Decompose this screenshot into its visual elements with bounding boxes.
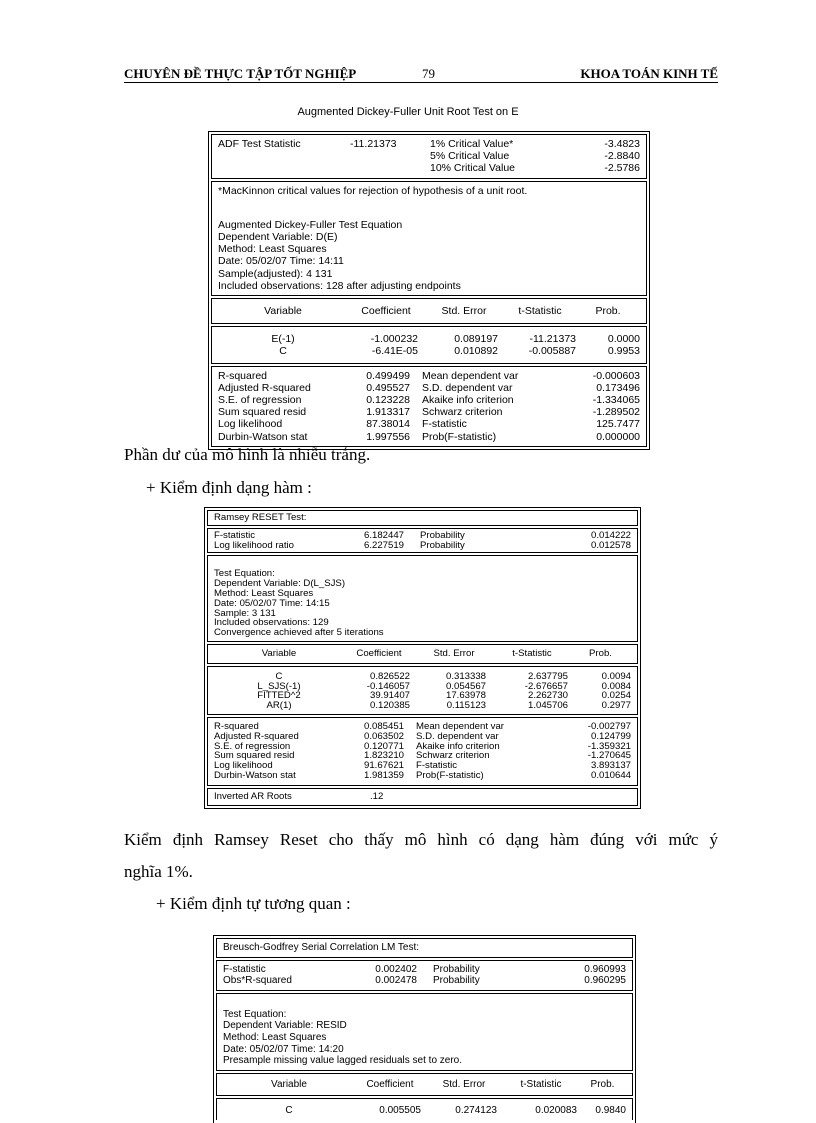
stat-label: Sum squared resid bbox=[218, 406, 307, 419]
equation-line: Method: Least Squares bbox=[214, 587, 314, 599]
header-left: CHUYÊN ĐỀ THỰC TẬP TỐT NGHIỆP bbox=[124, 66, 357, 81]
stat-label: S.E. of regression bbox=[214, 741, 291, 752]
table-row bbox=[218, 345, 640, 357]
stat-label: Log likelihood ratio bbox=[214, 540, 295, 551]
cell: C bbox=[275, 671, 283, 682]
stat-value: -1.289502 bbox=[592, 406, 640, 419]
stat-value: 0.495527 bbox=[366, 381, 410, 394]
equation-line: Sample(adjusted): 4 131 bbox=[218, 267, 333, 280]
ramsey-conclusion-line-1: Kiểm định Ramsey Reset cho thấy mô hình có dạng hàm đúng với mức ý bbox=[124, 830, 718, 849]
table-row bbox=[214, 691, 631, 701]
stat-value: 0.014222 bbox=[590, 530, 631, 541]
stat-label: Akaike info criterion bbox=[422, 394, 514, 407]
equation-line: Dependent Variable: D(E) bbox=[218, 231, 338, 244]
cell: C bbox=[279, 345, 287, 358]
page-number: 79 bbox=[422, 66, 435, 81]
stat-label: Schwarz criterion bbox=[416, 751, 490, 762]
equation-line: Included observations: 128 after adjusting endpoints bbox=[218, 279, 461, 292]
cell: 0.115123 bbox=[446, 701, 486, 711]
cell: -0.146057 bbox=[366, 681, 410, 692]
stat-row bbox=[223, 975, 626, 987]
adf-stat-label: ADF Test Statistic bbox=[218, 138, 301, 150]
stat-label: Probability bbox=[420, 530, 465, 541]
cell: 2.637795 bbox=[527, 671, 568, 682]
column-header: Coefficient bbox=[356, 648, 402, 659]
column-header: Std. Error bbox=[442, 1078, 486, 1090]
stat-value: 0.124799 bbox=[590, 731, 631, 742]
equation-line: Sample: 3 131 bbox=[214, 607, 276, 619]
critical-label: 10% Critical Value bbox=[430, 162, 516, 175]
stat-label: Adjusted R-squared bbox=[218, 381, 311, 394]
critical-label: 1% Critical Value* bbox=[430, 138, 514, 150]
table-title: Ramsey RESET Test: bbox=[214, 512, 307, 523]
equation-line: Method: Least Squares bbox=[223, 1031, 327, 1043]
cell: 0.054567 bbox=[445, 681, 486, 692]
column-header: Coefficient bbox=[361, 305, 411, 318]
cell: 0.010892 bbox=[454, 345, 498, 358]
cell: -1.000232 bbox=[370, 333, 418, 346]
stat-value: 1.997556 bbox=[366, 430, 410, 443]
equation-line: Augmented Dickey-Fuller Test Equation bbox=[218, 218, 403, 231]
stat-value: 0.000000 bbox=[596, 430, 640, 443]
table-row bbox=[218, 333, 640, 345]
column-header: Std. Error bbox=[433, 648, 475, 659]
table-row bbox=[214, 682, 631, 692]
cell: C bbox=[285, 1105, 293, 1117]
cell: 1.045706 bbox=[527, 701, 568, 711]
stat-label: Prob(F-statistic) bbox=[416, 770, 484, 781]
functional-form-heading: + Kiểm định dạng hàm : bbox=[146, 478, 312, 497]
column-header: Prob. bbox=[589, 648, 612, 659]
page-header bbox=[124, 64, 718, 83]
ramsey-table bbox=[204, 507, 641, 809]
stat-label: Sum squared resid bbox=[214, 751, 295, 762]
cell: E(-1) bbox=[271, 333, 295, 346]
adf-column-headers bbox=[211, 298, 647, 324]
stat-label: S.D. dependent var bbox=[422, 381, 513, 394]
ramsey-column-headers bbox=[207, 644, 638, 664]
adf-caption: Augmented Dickey-Fuller Unit Root Test on E bbox=[297, 106, 519, 118]
ramsey-coefficient-rows bbox=[207, 666, 638, 715]
stat-value: 0.173496 bbox=[596, 381, 640, 394]
stat-value: 0.123228 bbox=[366, 394, 410, 407]
equation-line: Method: Least Squares bbox=[218, 243, 327, 256]
bg-column-headers bbox=[216, 1073, 633, 1097]
stat-row bbox=[214, 751, 631, 761]
column-header: t-Statistic bbox=[518, 305, 562, 318]
stat-label: Durbin-Watson stat bbox=[214, 770, 296, 781]
stat-label: Mean dependent var bbox=[422, 369, 519, 382]
stat-value: 0.085451 bbox=[363, 721, 404, 732]
stat-row bbox=[218, 370, 640, 382]
cell: 0.005505 bbox=[379, 1105, 421, 1117]
adf-equation-section bbox=[211, 181, 647, 296]
cell: -6.41E-05 bbox=[371, 345, 418, 358]
stat-value: 6.182447 bbox=[363, 530, 404, 541]
stat-value: 0.063502 bbox=[363, 731, 404, 742]
stat-row bbox=[218, 382, 640, 394]
column-header: Prob. bbox=[590, 1078, 615, 1090]
table-row bbox=[214, 672, 631, 682]
cell: 17.63978 bbox=[445, 691, 486, 702]
stat-row bbox=[214, 761, 631, 771]
stat-value: 3.893137 bbox=[590, 761, 631, 771]
adf-stat-value: -11.21373 bbox=[350, 138, 397, 150]
stat-label: Prob(F-statistic) bbox=[422, 430, 497, 443]
equation-line: Date: 05/02/07 Time: 14:20 bbox=[223, 1043, 344, 1055]
bg-equation bbox=[216, 993, 633, 1071]
ramsey-conclusion-line-2: nghĩa 1%. bbox=[124, 862, 193, 881]
stat-value: 0.010644 bbox=[590, 770, 631, 781]
column-header: t-Statistic bbox=[520, 1078, 562, 1090]
cell: 0.9953 bbox=[607, 345, 640, 358]
stat-label: F-statistic bbox=[214, 530, 256, 541]
equation-line: Test Equation: bbox=[223, 1008, 287, 1020]
header-right: KHOA TOÁN KINH TẾ bbox=[580, 66, 718, 81]
cell: L_SJS(-1) bbox=[257, 681, 301, 692]
stat-value: 6.227519 bbox=[363, 540, 404, 551]
stat-label: Probability bbox=[433, 963, 480, 975]
critical-label: 5% Critical Value bbox=[430, 150, 510, 163]
stat-row bbox=[223, 964, 626, 976]
critical-value: -2.5786 bbox=[604, 162, 640, 175]
stat-value: -0.000603 bbox=[592, 369, 640, 382]
stat-value: 125.7477 bbox=[596, 418, 640, 431]
stat-label: Durbin-Watson stat bbox=[218, 430, 308, 443]
table-row bbox=[214, 701, 631, 711]
adf-summary-stats bbox=[211, 366, 647, 447]
cell: 0.9840 bbox=[595, 1105, 626, 1117]
stat-label: Mean dependent var bbox=[416, 721, 505, 732]
stat-value: 91.67621 bbox=[363, 761, 404, 771]
ramsey-equation bbox=[207, 555, 638, 642]
column-header: Variable bbox=[264, 305, 302, 318]
stat-row bbox=[214, 771, 631, 781]
equation-line: Dependent Variable: D(L_SJS) bbox=[214, 578, 346, 590]
stat-row bbox=[214, 531, 631, 541]
stat-row bbox=[214, 541, 631, 551]
stat-label: Inverted AR Roots bbox=[214, 791, 292, 802]
stat-value: 0.002478 bbox=[375, 975, 417, 987]
cell: 0.020083 bbox=[535, 1105, 577, 1117]
stat-label: Schwarz criterion bbox=[422, 406, 503, 419]
ramsey-ar-roots bbox=[207, 788, 638, 806]
stat-label: R-squared bbox=[218, 369, 268, 382]
equation-line: Dependent Variable: RESID bbox=[223, 1020, 347, 1032]
cell: 2.262730 bbox=[527, 691, 568, 702]
equation-line: Date: 05/02/07 Time: 14:11 bbox=[218, 255, 344, 268]
stat-row bbox=[214, 722, 631, 732]
stat-label: Probability bbox=[420, 540, 465, 551]
stat-label: Adjusted R-squared bbox=[214, 731, 299, 742]
stat-label: Log likelihood bbox=[214, 761, 273, 771]
cell: 0.0094 bbox=[601, 671, 631, 682]
adf-coefficient-rows bbox=[211, 326, 647, 363]
column-header: t-Statistic bbox=[512, 648, 552, 659]
cell: FITTED^2 bbox=[257, 691, 301, 702]
stat-value: -1.334065 bbox=[592, 394, 640, 407]
stat-value: 1.913317 bbox=[366, 406, 410, 419]
cell: AR(1) bbox=[266, 701, 292, 711]
cell: 0.0084 bbox=[601, 681, 631, 692]
stat-value: 0.499499 bbox=[366, 369, 410, 382]
bg-coefficient-rows bbox=[216, 1098, 633, 1120]
bg-tests bbox=[216, 960, 633, 991]
stat-label: F-statistic bbox=[416, 761, 458, 771]
bg-title bbox=[216, 938, 633, 958]
stat-value: 0.960993 bbox=[584, 963, 626, 975]
stat-label: Akaike info criterion bbox=[416, 741, 500, 752]
stat-row bbox=[214, 742, 631, 752]
stat-value: 87.38014 bbox=[366, 418, 410, 431]
cell: -2.676657 bbox=[524, 681, 568, 692]
column-header: Coefficient bbox=[366, 1078, 414, 1090]
adf-note: *MacKinnon critical values for rejection of hypothesis of a unit root. bbox=[218, 184, 528, 197]
stat-label: S.D. dependent var bbox=[416, 731, 499, 742]
table-title: Breusch-Godfrey Serial Correlation LM Test: bbox=[223, 942, 420, 953]
stat-value: 1.981359 bbox=[363, 770, 404, 781]
cell: 0.089197 bbox=[454, 333, 498, 346]
bg-table bbox=[213, 935, 636, 1123]
cell: 0.120385 bbox=[369, 701, 410, 711]
column-header: Std. Error bbox=[441, 305, 487, 318]
stat-row bbox=[218, 394, 640, 406]
cell: 0.274123 bbox=[455, 1105, 497, 1117]
stat-value: 0.002402 bbox=[375, 963, 417, 975]
stat-value: .12 bbox=[370, 791, 384, 802]
cell: 39.91407 bbox=[369, 691, 410, 702]
critical-value: -2.8840 bbox=[604, 150, 640, 163]
stat-value: -1.359321 bbox=[587, 741, 631, 752]
stat-value: 0.960295 bbox=[584, 975, 626, 987]
equation-line: Test Equation: bbox=[214, 568, 275, 580]
critical-value: -3.4823 bbox=[604, 138, 640, 150]
cell: 0.313338 bbox=[445, 671, 486, 682]
adf-statistic-section bbox=[211, 134, 647, 179]
column-header: Prob. bbox=[595, 305, 621, 318]
adf-table bbox=[208, 131, 650, 450]
stat-value: -0.002797 bbox=[587, 721, 631, 732]
stat-value: -1.270645 bbox=[587, 751, 631, 762]
stat-label: Obs*R-squared bbox=[223, 975, 292, 987]
cell: 0.0000 bbox=[607, 333, 640, 346]
stat-value: 0.012578 bbox=[590, 540, 631, 551]
equation-line: Included observations: 129 bbox=[214, 617, 329, 629]
table-row bbox=[223, 1105, 626, 1117]
cell: 0.2977 bbox=[601, 701, 631, 711]
stat-row bbox=[214, 732, 631, 742]
stat-label: F-statistic bbox=[422, 418, 467, 431]
stat-row bbox=[218, 431, 640, 443]
stat-row bbox=[218, 406, 640, 418]
column-header: Variable bbox=[261, 648, 297, 659]
column-header: Variable bbox=[271, 1078, 307, 1090]
cell: 0.826522 bbox=[369, 671, 410, 682]
stat-value: 1.823210 bbox=[363, 751, 404, 762]
cell: -0.005887 bbox=[528, 345, 576, 358]
stat-row bbox=[218, 418, 640, 430]
equation-line: Date: 05/02/07 Time: 14:15 bbox=[214, 597, 330, 609]
autocorrelation-heading: + Kiểm định tự tương quan : bbox=[156, 894, 351, 913]
stat-value: 0.120771 bbox=[363, 741, 404, 752]
ramsey-summary-stats bbox=[207, 717, 638, 786]
residual-conclusion: Phần dư của mô hình là nhiễu trắng. bbox=[124, 445, 371, 464]
equation-line: Convergence achieved after 5 iterations bbox=[214, 627, 384, 639]
stat-label: R-squared bbox=[214, 721, 259, 732]
stat-label: F-statistic bbox=[223, 963, 266, 975]
stat-label: Log likelihood bbox=[218, 418, 283, 431]
stat-label: Probability bbox=[433, 975, 480, 987]
equation-line: Presample missing value lagged residuals set to zero. bbox=[223, 1055, 463, 1067]
cell: -11.21373 bbox=[529, 333, 576, 346]
cell: 0.0254 bbox=[601, 691, 631, 702]
ramsey-tests bbox=[207, 528, 638, 554]
stat-label: S.E. of regression bbox=[218, 394, 302, 407]
ramsey-title bbox=[207, 510, 638, 526]
